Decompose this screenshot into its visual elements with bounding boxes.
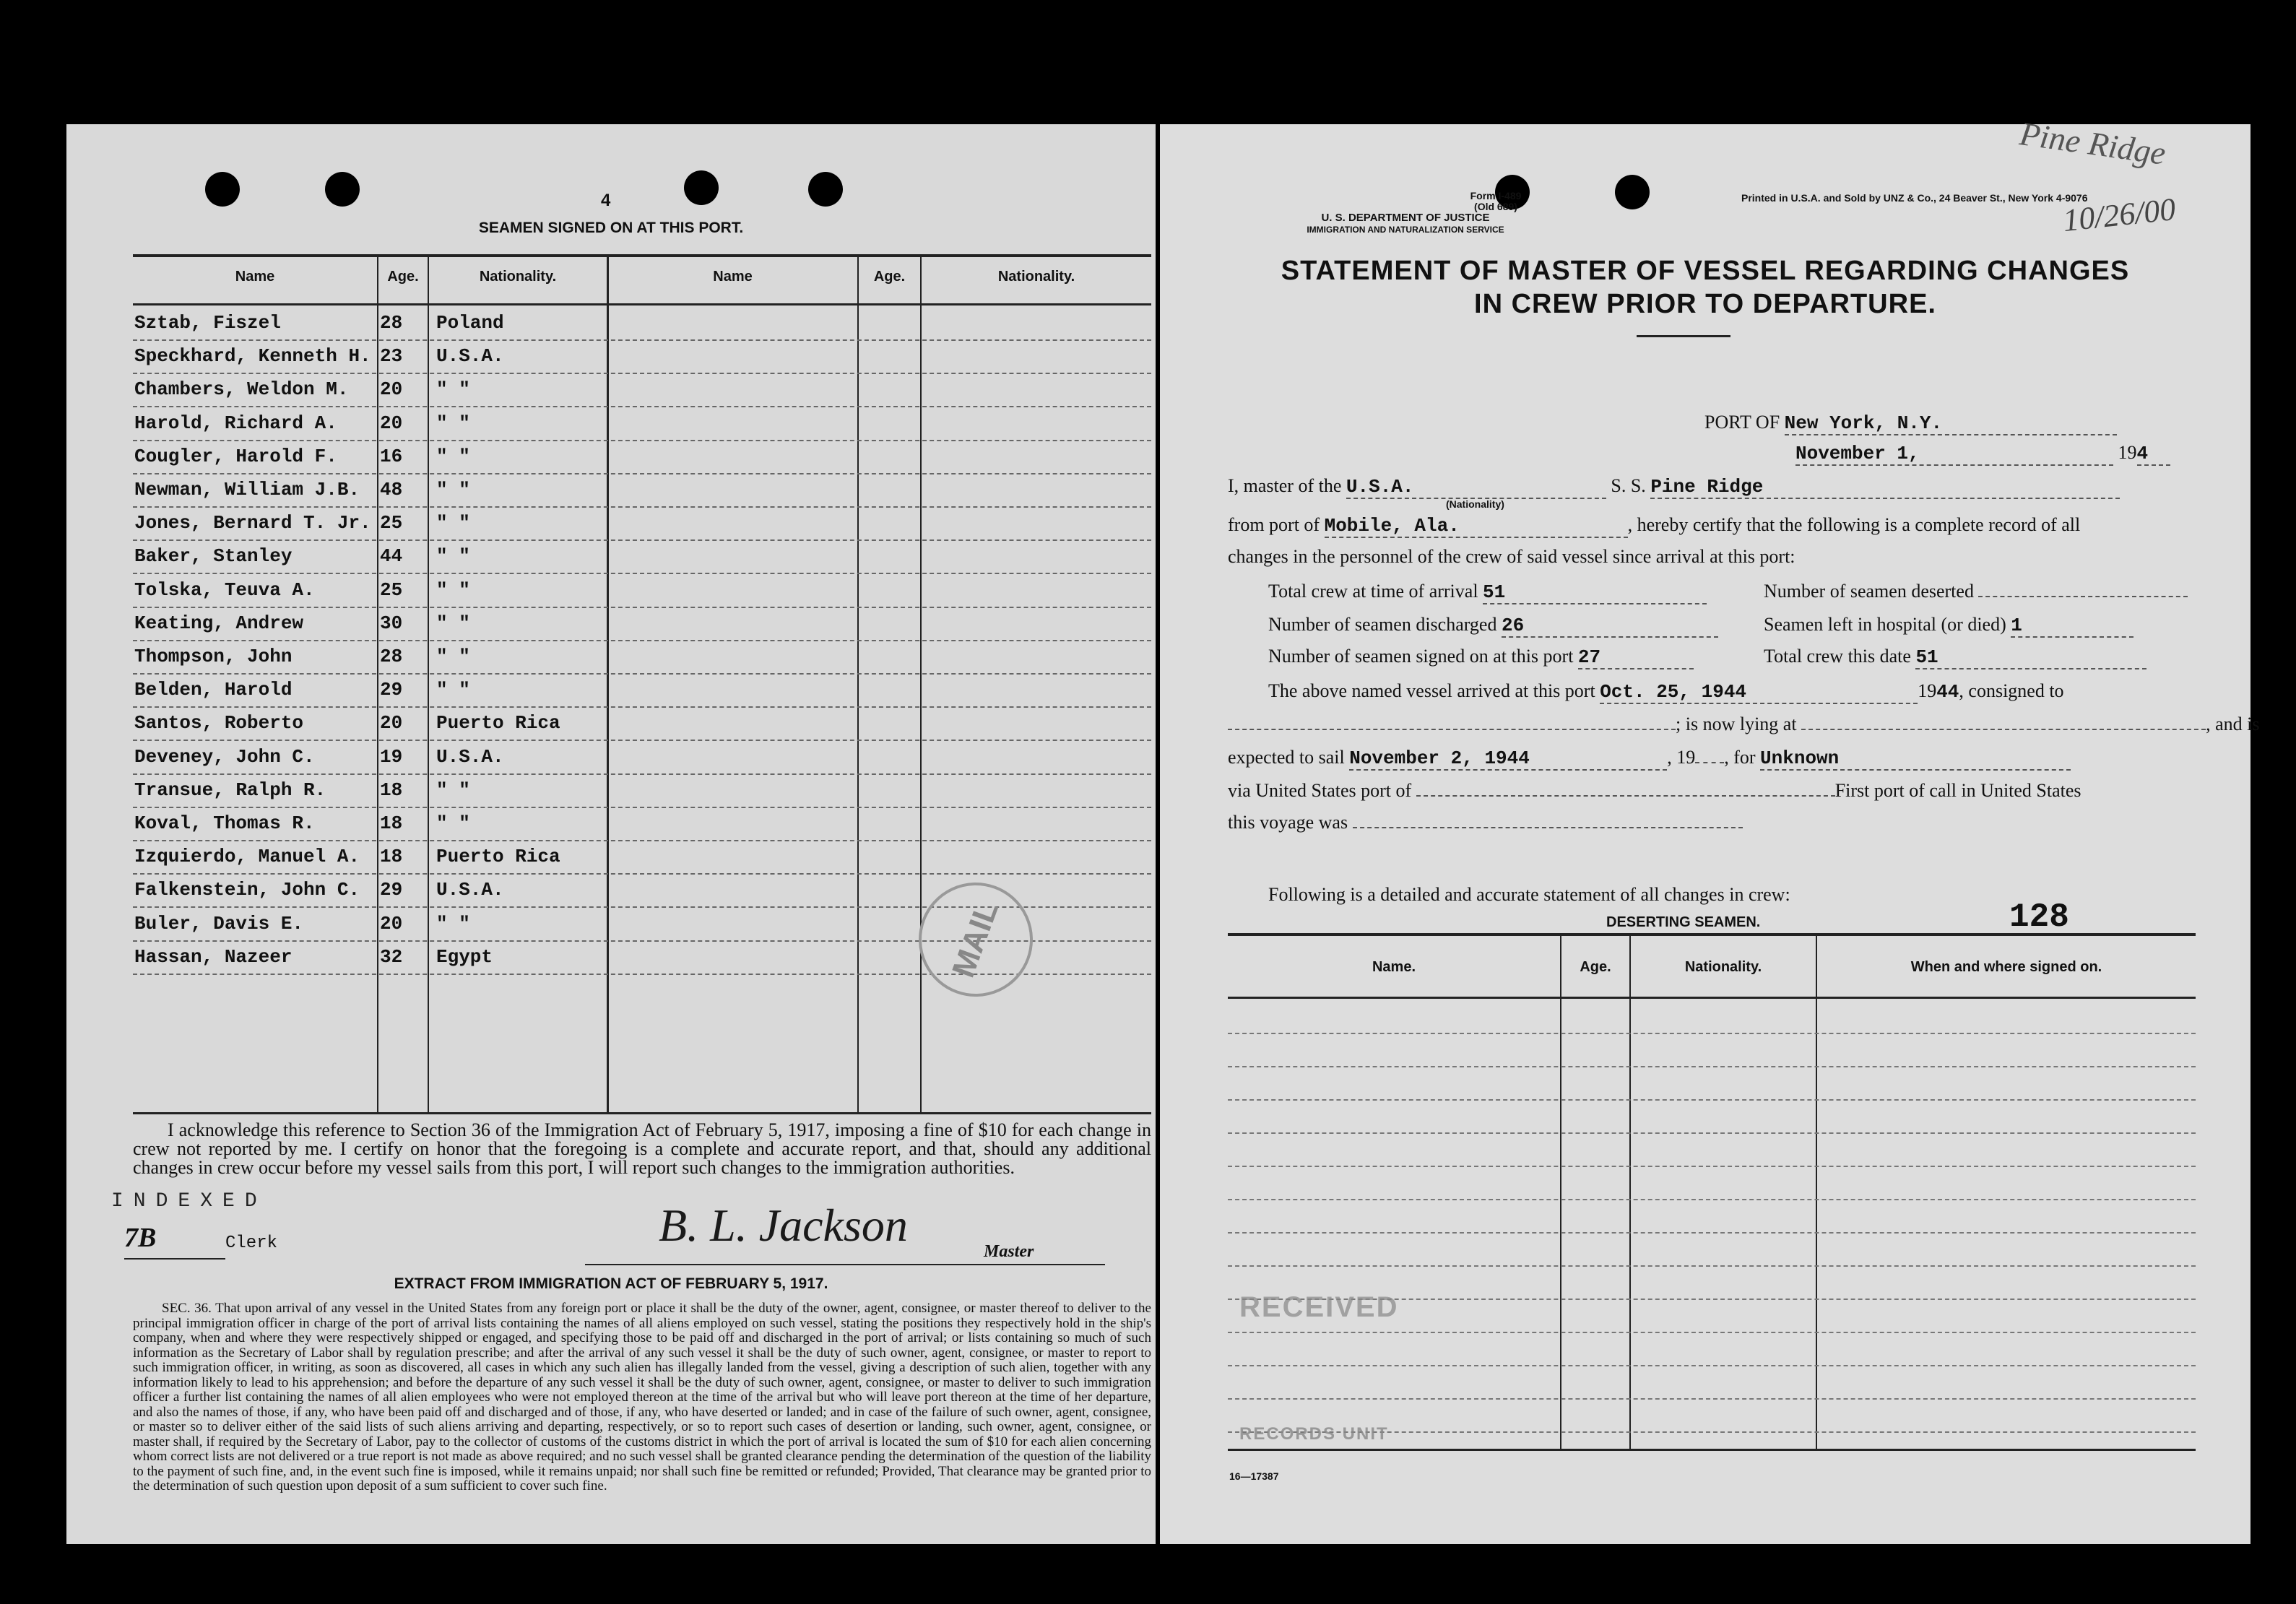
master-label: Master [984,1242,1034,1261]
seaman-age: 20 [380,712,403,734]
nationality-caption: (Nationality) [1446,498,1504,510]
acknowledgement: I acknowledge this reference to Section 36 of the Immigration Act of February 5, 1917, imposing a fine of $10 for each change in crew not reported by me. I certify on honor that the foregoing is a complete and accurate report, and that, should any additional changes in crew occur before my vessel sails from this port, I will report such changes to the immigration authorities. [133,1119,1151,1178]
seaman-nationality: " " [436,779,470,801]
col-name: Name [235,269,275,285]
seaman-nationality: " " [436,679,470,701]
col-nationality-2: Nationality. [997,269,1075,285]
seaman-nationality: Egypt [436,945,493,968]
col-age-2: Age. [873,269,906,285]
col-when-where: When and where signed on. [1910,959,2102,975]
seaman-age: 29 [380,879,403,901]
table-row [133,673,1151,708]
clerk-initials: 7B [124,1223,157,1253]
table-row [133,440,1151,474]
section-title: SEAMEN SIGNED ON AT THIS PORT. [478,220,744,236]
seaman-name: Chambers, Weldon M. [134,378,349,401]
total-crew-arrival-label: Total crew at time of arrival [1268,581,1478,602]
form-old: (Old 689) [1474,201,1517,212]
seaman-nationality: U.S.A. [436,345,504,368]
mail-stamp: MAIL [903,867,1049,1013]
col-nationality: Nationality. [1684,959,1762,975]
seaman-age: 18 [380,846,403,868]
first-port-label: First port of call in United States [1834,780,2081,801]
discharged-value: 26 [1502,615,1718,638]
seaman-name: Harold, Richard A. [134,412,337,434]
signed-on-value: 27 [1578,646,1694,669]
port-value: New York, N.Y. [1785,412,2117,435]
table-top-rule [133,254,1151,257]
for-label: , for [1724,747,1756,768]
clerk-label: Clerk [225,1234,278,1253]
year-suffix: 4 [2137,443,2170,466]
table-row [133,473,1151,508]
total-crew-date-value: 51 [1915,646,2146,669]
seaman-name: Sztab, Fiszel [134,312,281,334]
table-row [1228,1066,2196,1101]
punch-hole [684,170,719,205]
table-row [133,740,1151,775]
seaman-nationality: U.S.A. [436,745,504,768]
title-line-1: STATEMENT OF MASTER OF VESSEL REGARDING CHANGES [1281,256,2130,286]
table-row [133,773,1151,808]
seaman-age: 19 [380,745,403,768]
arrived-year-written: 44 [1936,681,1959,703]
table-row [1228,1099,2196,1134]
expected-label: expected to sail [1228,747,1345,768]
extract-title: EXTRACT FROM IMMIGRATION ACT OF FEBRUARY 5, 1917. [394,1275,828,1292]
table-row [133,373,1151,407]
seaman-age: 16 [380,445,403,467]
table-row [1228,1365,2196,1400]
sheet-number: 128 [2009,898,2069,936]
table-row [133,607,1151,641]
punch-hole [808,172,843,207]
col-name-2: Name [713,269,753,285]
following-text: Following is a detailed and accurate statement of all changes in crew: [1268,884,1790,905]
port-label: PORT OF [1704,412,1780,433]
certify-text: , hereby certify that the following is a complete record of all [1627,514,2081,535]
seaman-age: 20 [380,412,403,434]
seaman-nationality: Poland [436,312,504,334]
via-label: via United States port of [1228,780,1412,801]
seaman-age: 20 [380,912,403,935]
table-row [1228,1132,2196,1167]
seaman-name: Jones, Bernard T. Jr. [134,512,371,534]
col-age: Age. [387,269,419,285]
seaman-age: 25 [380,578,403,601]
extract-text: SEC. 36. That upon arrival of any vessel in the United States from any foreign port or place it shall be the duty of the owner, agent, consignee, or master thereof to deliver to the principal immigration officer in charge of the port of arrival lists containing the names of all aliens employed on such vessel, stating the positions they respectively hold in the ship's company, when and where they were respectively shipped or engaged, and specifying those to be paid off and discharged in the port of arrival; or lists containing so much of such information as the Secretary of Labor shall by regulation prescribe; and after the arrival of any such vessel it shall be the duty of such owner, agent, consignee, or master to report to such immigration officer, in writing, as soon as discovered, all cases in which any such alien has illegally landed from the vessel, giving a description of such alien, together with any information likely to lead to his apprehension; and before the departure of any such vessel it shall be the duty of such owner, agent, consignee, or master to deliver to such immigration officer a further list containing the names of all alien employees who were not employed thereon at the time of the arrival but who will leave port thereon at the time of her departure, and also the names of those, if any, who have been paid off and discharged and of those, if any, who have deserted or landed; and in case of the failure of such owner, agent, consignee, or master so to deliver either of the said lists of such aliens arriving and departing, respectively, or so to report such cases of desertion or landing, such owner, agent, consignee, or master shall, if required by the Secretary of Labor, pay to the collector of customs of the customs district in which the port of arrival is located the sum of $10 for each alien concerning whom correct lists are not delivered or a true report is not made as above required; and no such vessel shall be granted clearance pending the determination of the question of the liability to the payment of such fine, and, in the event such fine is imposed, while it remains unpaid; nor shall such fine be remitted or refunded; Provided, That clearance may be granted prior to the determination of such question upon deposit of a sum sufficient to cover such fine. [133,1301,1151,1494]
seaman-name: Keating, Andrew [134,612,304,634]
from-port-label: from port of [1228,514,1320,535]
seaman-age: 44 [380,545,403,568]
seaman-name: Transue, Ralph R. [134,779,326,801]
department: U. S. DEPARTMENT OF JUSTICE [1321,212,1490,224]
received-stamp: RECEIVED [1239,1291,1399,1323]
deserted-value [1978,596,2188,597]
seaman-nationality: " " [436,412,470,434]
seaman-name: Cougler, Harold F. [134,445,337,467]
table-row [1228,1199,2196,1234]
seaman-name: Hassan, Nazeer [134,945,293,968]
consigned-label: , consigned to [1959,680,2064,701]
seaman-nationality: Puerto Rica [436,846,560,868]
lying-label: ; is now lying at [1676,714,1797,734]
total-crew-date-label: Total crew this date [1764,646,1911,667]
seaman-name: Thompson, John [134,646,293,667]
seaman-nationality: " " [436,545,470,568]
table-row [1228,1332,2196,1366]
seaman-age: 32 [380,945,403,968]
punch-hole [1615,175,1650,209]
seaman-name: Buler, Davis E. [134,912,304,935]
table-bottom-rule [133,1112,1151,1114]
seaman-age: 30 [380,612,403,634]
and-is-label: , and is [2206,714,2260,734]
seaman-age: 28 [380,646,403,667]
table-row [1228,1000,2196,1034]
seaman-age: 20 [380,378,403,401]
arrived-label: The above named vessel arrived at this port [1268,680,1595,701]
seaman-age: 23 [380,345,403,368]
table-row [133,807,1151,841]
seaman-nationality: " " [436,646,470,667]
signature-line [585,1264,1105,1265]
print-code: 16—17387 [1229,1470,1279,1482]
hospital-label: Seamen left in hospital (or died) [1764,614,2006,635]
arrived-year-printed: 19 [1918,680,1937,701]
seaman-name: Speckhard, Kenneth H. [134,345,371,368]
table-row [133,306,1151,341]
seaman-nationality: " " [436,445,470,467]
seaman-name: Baker, Stanley [134,545,293,568]
seaman-name: Santos, Roberto [134,712,304,734]
seaman-nationality: Puerto Rica [436,712,560,734]
table-row [133,407,1151,441]
master-of-label: I, master of the [1228,475,1342,496]
year-19: , 19 [1667,747,1696,768]
page-number: 4 [601,191,611,210]
seaman-name: Koval, Thomas R. [134,812,315,834]
seaman-nationality: " " [436,612,470,634]
nationality-value: U.S.A. [1346,476,1606,499]
table-row [133,640,1151,675]
date-value: November 1, [1795,443,2113,466]
seaman-nationality: " " [436,512,470,534]
expected-value: November 2, 1944 [1349,747,1667,771]
discharged-label: Number of seamen discharged [1268,614,1497,635]
seaman-age: 18 [380,812,403,834]
right-page [1160,115,2260,1544]
title-line-2: IN CREW PRIOR TO DEPARTURE. [1474,289,1936,319]
table-header-rule [133,303,1151,305]
seaman-nationality: " " [436,578,470,601]
seaman-name: Falkenstein, John C. [134,879,360,901]
destination-value: Unknown [1760,747,2071,771]
seaman-nationality: U.S.A. [436,879,504,901]
punch-hole [205,172,240,207]
col-nationality: Nationality. [479,269,557,285]
indexed-stamp: INDEXED [111,1190,267,1213]
table-row [133,840,1151,875]
arrived-value: Oct. 25, 1944 [1600,681,1918,704]
form-number: Form I-489 [1470,190,1522,201]
table-row [1228,1166,2196,1200]
seaman-nationality: " " [436,912,470,935]
table-row [1228,1232,2196,1267]
seaman-nationality: " " [436,812,470,834]
seaman-age: 29 [380,679,403,701]
title-rule [1637,335,1730,337]
table-row [133,573,1151,608]
voyage-label: this voyage was [1228,812,1348,833]
table-row [133,706,1151,741]
ss-label: S. S. [1611,475,1646,496]
seaman-age: 48 [380,479,403,500]
punch-hole [325,172,360,207]
ship-name: Pine Ridge [1650,476,2120,499]
handwritten-note: Pine Ridge [2017,115,2168,172]
table-row [133,339,1151,374]
seaman-name: Belden, Harold [134,679,293,701]
table-row [133,539,1151,574]
changes-text: changes in the personnel of the crew of said vessel since arrival at this port: [1228,546,1795,567]
master-signature: B. L. Jackson [659,1200,908,1251]
year-prefix: 19 [2118,442,2137,463]
from-port-value: Mobile, Ala. [1325,515,1628,538]
signed-on-label: Number of seamen signed on at this port [1268,646,1574,667]
col-name: Name. [1372,959,1416,975]
deserting-title: DESERTING SEAMEN. [1606,914,1761,930]
service: IMMIGRATION AND NATURALIZATION SERVICE [1307,225,1504,235]
records-stamp: RECORDS UNIT [1239,1424,1389,1444]
seaman-nationality: " " [436,479,470,500]
seaman-nationality: " " [436,378,470,401]
seaman-age: 28 [380,312,403,334]
seaman-age: 18 [380,779,403,801]
seaman-age: 25 [380,512,403,534]
deserted-label: Number of seamen deserted [1764,581,1974,602]
seaman-name: Newman, William J.B. [134,479,360,500]
seaman-name: Tolska, Teuva A. [134,578,315,601]
table-row [1228,1033,2196,1067]
seaman-name: Deveney, John C. [134,745,315,768]
seaman-name: Izquierdo, Manuel A. [134,846,360,868]
handwritten-date: 10/26/00 [2061,191,2178,239]
total-crew-arrival-value: 51 [1483,581,1707,604]
hospital-value: 1 [2011,615,2133,638]
table-row [133,506,1151,541]
printer-note: Printed in U.S.A. and Sold by UNZ & Co., 24 Beaver St., New York 4-9076 [1741,192,2088,204]
left-page [66,124,1156,1544]
col-age: Age. [1580,959,1611,975]
